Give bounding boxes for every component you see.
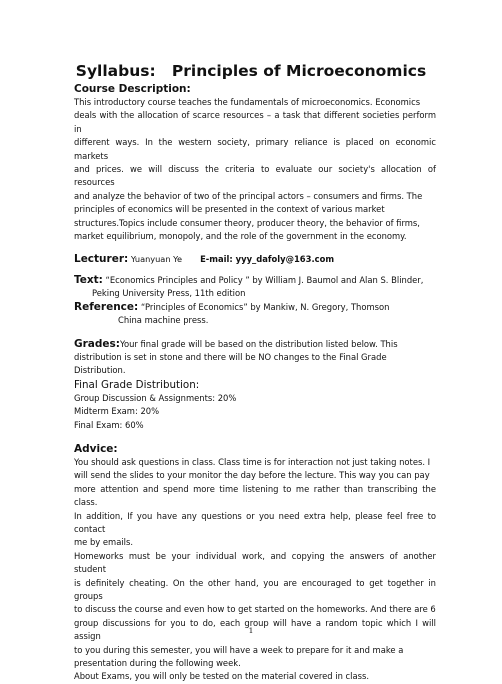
advice-line: presentation during the following week. xyxy=(74,658,241,669)
advice-line: will send the slides to your monitor the day before the lecture. This way you can pay xyxy=(74,470,430,481)
grade-item: Group Discussion & Assignments: 20% xyxy=(74,392,237,403)
advice-line: more attention and spend more time listening to me rather than transcribing the class. xyxy=(74,483,436,508)
advice-line: me by emails. xyxy=(74,537,134,548)
course-description-line: This introductory course teaches the fundamentals of microeconomics. Economics xyxy=(74,97,421,107)
grades-line-1: Your final grade will be based on the distribution listed below. This xyxy=(119,338,398,349)
course-description-line: and prices. we will discuss the criteria to evaluate our society's allocation of resources xyxy=(74,164,436,188)
reference-line-1: “Principles of Economics” by Mankiw, N. Gregory, Thomson xyxy=(138,301,390,312)
text-line-2: Peking University Press, 11th edition xyxy=(92,288,246,299)
grades-section xyxy=(74,338,436,432)
grade-item: Final Exam: 60% xyxy=(74,419,144,430)
course-description-line: structures.Topics include consumer theory, producer theory, the behavior of firms, xyxy=(74,217,420,228)
grades-label: Grades: xyxy=(74,337,120,350)
text-label: Text: xyxy=(74,273,103,286)
textbook-section xyxy=(74,274,436,301)
reference-section xyxy=(74,301,436,328)
advice-line: to discuss the course and even how to get started on the homeworks. And there are 6 xyxy=(74,604,436,615)
final-grade-distribution-heading: Final Grade Distribution: xyxy=(74,378,200,391)
course-description-heading: Course Description: xyxy=(74,83,191,95)
advice-text xyxy=(74,456,436,684)
advice-line: Homeworks must be your individual work, and copying the answers of another student xyxy=(74,550,436,575)
advice-line: is definitely cheating. On the other hand, you are encouraged to get together in groups xyxy=(74,577,436,601)
course-description-line: deals with the allocation of scarce resources – a task that different societies perform in xyxy=(74,110,436,134)
lecturer-name: Yuanyuan Ye xyxy=(128,254,183,265)
course-description-line: different ways. In the western society, primary reliance is placed on economic markets xyxy=(74,137,436,161)
lecturer-line xyxy=(74,253,436,266)
advice-line: In addition, If you have any questions or you need extra help, please feel free to contact xyxy=(74,510,436,534)
course-description-line: and analyze the behavior of two of the principal actors – consumers and firms. The xyxy=(74,190,423,201)
grade-item: Midterm Exam: 20% xyxy=(74,406,160,417)
advice-heading: Advice: xyxy=(74,442,118,455)
course-description-text xyxy=(74,96,436,243)
advice-line: to you during this semester, you will have a week to prepare for it and make a xyxy=(74,644,404,655)
page-number: 1 xyxy=(248,626,254,635)
lecturer-email: E-mail: yyy_dafoly@163.com xyxy=(200,254,335,265)
grades-line-2: distribution is set in stone and there will be NO changes to the Final Grade Distribution. xyxy=(74,351,387,376)
reference-label: Reference: xyxy=(74,300,139,313)
syllabus-content xyxy=(74,82,436,684)
course-description-line: market equilibrium, monopoly, and the role of the government in the economy. xyxy=(74,231,407,242)
advice-line: You should ask questions in class. Class time is for interaction not just taking notes. I xyxy=(74,456,431,467)
reference-line-2: China machine press. xyxy=(118,315,209,326)
text-line-1: “Economics Principles and Policy ” by William J. Baumol and Alan S. Blinder, xyxy=(102,274,424,285)
advice-line: About Exams, you will only be tested on the material covered in class. xyxy=(74,671,370,682)
page-title: Syllabus: Principles of Microeconomics xyxy=(75,62,427,80)
course-description-line: principles of economics will be presented in the context of various market xyxy=(74,204,385,215)
lecturer-label: Lecturer: xyxy=(74,253,129,266)
advice-line: group discussions for you to do, each group will have a random topic which I will assign xyxy=(74,617,436,642)
